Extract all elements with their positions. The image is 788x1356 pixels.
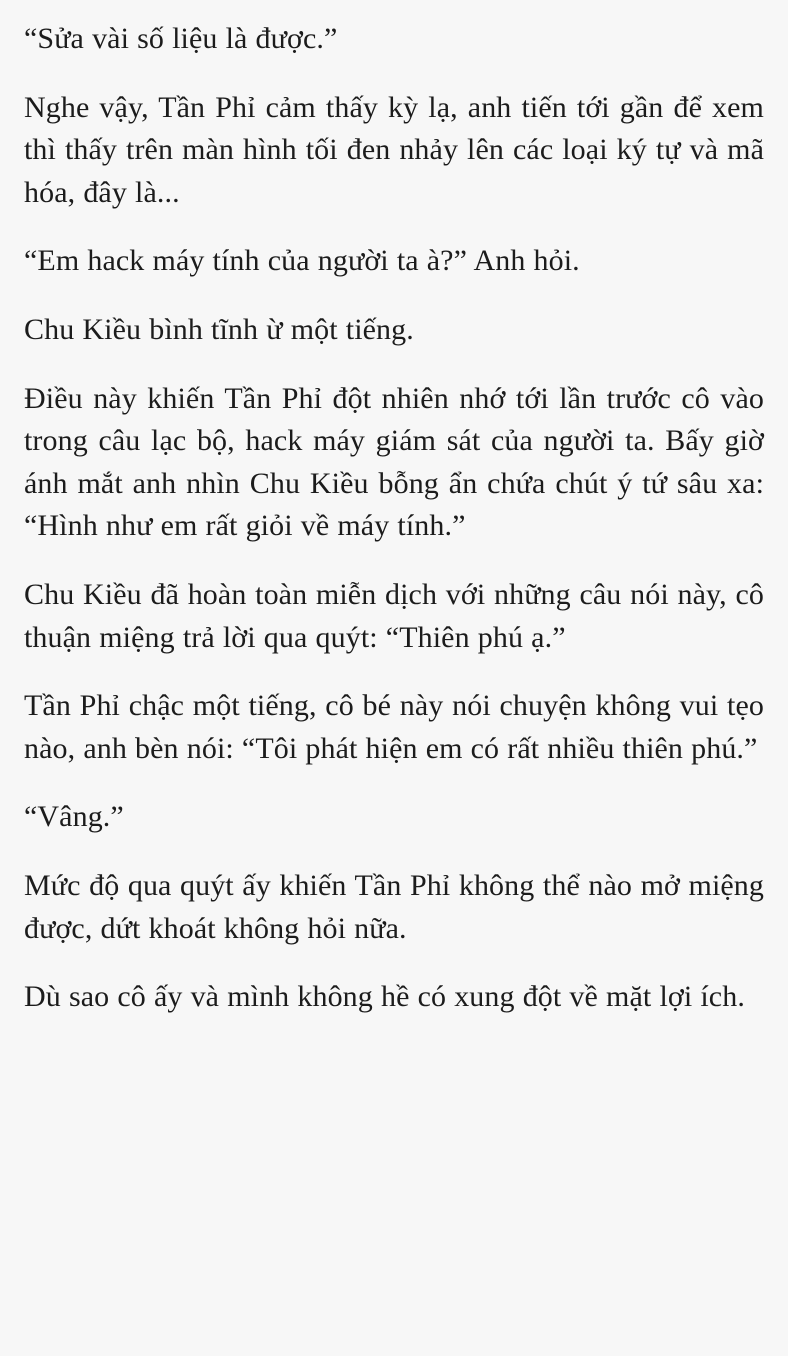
paragraph: Chu Kiều đã hoàn toàn miễn dịch với những câu nói này, cô thuận miệng trả lời qua quýt: “Thiên phú ạ.”	[24, 577, 764, 654]
paragraph: Mức độ qua quýt ấy khiến Tần Phỉ không thể nào mở miệng được, dứt khoát không hỏi nữa.	[24, 868, 764, 945]
paragraph: Nghe vậy, Tần Phỉ cảm thấy kỳ lạ, anh tiến tới gần để xem thì thấy trên màn hình tối đen nhảy lên các loại ký tự và mã hóa, đây là...	[24, 90, 764, 209]
paragraph: Chu Kiều bình tĩnh ừ một tiếng.	[24, 312, 414, 346]
paragraph: “Em hack máy tính của người ta à?” Anh hỏi.	[24, 244, 580, 278]
paragraph: “Sửa vài số liệu là được.”	[24, 22, 338, 55]
paragraph: Tần Phỉ chậc một tiếng, cô bé này nói chuyện không vui tẹo nào, anh bèn nói: “Tôi phát hiện em có rất nhiều thiên phú.”	[24, 689, 764, 765]
paragraph: “Vâng.”	[24, 800, 124, 834]
paragraph: Điều này khiến Tần Phỉ đột nhiên nhớ tới lần trước cô vào trong câu lạc bộ, hack máy giám sát của người ta. Bấy giờ ánh mắt anh nhìn Chu Kiều bỗng ẩn chứa chút ý tứ sâu xa: “Hình như em rất giỏi về máy tính.”	[24, 381, 764, 543]
paragraph: Dù sao cô ấy và mình không hề có xung đột về mặt lợi ích.	[24, 980, 745, 1014]
